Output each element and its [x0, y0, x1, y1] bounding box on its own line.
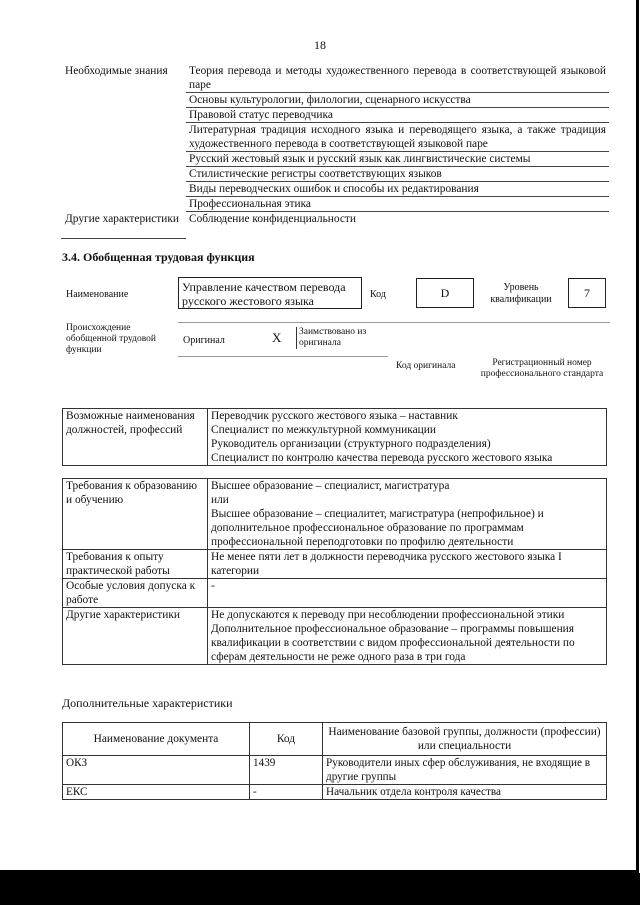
code-cell: - — [250, 785, 323, 800]
req-other-value: Не допускаются к переводу при несоблюдении профессиональной этики Дополнительное профессиональное образование – программы повышения квалификации в соответствии с видом профессиональной деятельности по сферам деятельности не реже одного раза в три года — [208, 608, 607, 665]
knowledge-item: Русский жестовый язык и русский язык как лингвистические системы — [186, 152, 609, 167]
knowledge-table — [61, 64, 609, 239]
borrowed-label: Заимствовано из оригинала — [296, 327, 387, 349]
knowledge-label: Необходимые знания — [65, 65, 168, 77]
code-cell: 1439 — [250, 756, 323, 785]
code-value: D — [416, 278, 474, 308]
additional-table — [62, 722, 607, 800]
name-cell: Руководители иных сфер обслуживания, не входящие в другие группы — [323, 756, 607, 785]
knowledge-item: Профессиональная этика — [186, 197, 609, 212]
code-label: Код — [370, 289, 386, 300]
header-name: Наименование базовой группы, должности (профессии) или специальности — [323, 723, 607, 756]
original-mark: X — [272, 330, 282, 345]
experience-value: Не менее пяти лет в должности переводчика русского жестового языка I категории — [208, 550, 607, 579]
level-label: Уровень квалификации — [490, 282, 552, 305]
doc-cell: ОКЗ — [63, 756, 250, 785]
page-number: 18 — [314, 38, 326, 52]
position-item: Специалист по межкультурной коммуникации — [208, 423, 607, 437]
additional-title: Дополнительные характеристики — [62, 696, 233, 710]
access-value: - — [208, 579, 607, 608]
code-original-label: Код оригинала — [396, 361, 456, 371]
req-other-label: Другие характеристики — [63, 608, 208, 665]
experience-label: Требования к опыту практической работы — [63, 550, 208, 579]
other-characteristics-label: Другие характеристики — [61, 212, 186, 239]
section-title: 3.4. Обобщенная трудовая функция — [62, 250, 255, 264]
header-divider — [178, 322, 610, 323]
origin-label: Происхождение обобщенной трудовой функции — [66, 323, 156, 355]
position-item: Специалист по контролю качества перевода русского жестового языка — [208, 451, 607, 466]
knowledge-item: Основы культурологии, филологии, сценарного искусства — [186, 93, 609, 108]
reg-number-label: Регистрационный номер профессионального стандарта — [480, 358, 604, 379]
name-label: Наименование — [66, 289, 129, 300]
other-characteristics-value: Соблюдение конфиденциальности — [189, 213, 356, 225]
knowledge-item: Виды переводческих ошибок и способы их редактирования — [186, 182, 609, 197]
header-code: Код — [250, 723, 323, 756]
positions-label: Возможные наименования должностей, профессий — [63, 409, 208, 466]
doc-cell: ЕКС — [63, 785, 250, 800]
requirements-table — [62, 478, 607, 665]
header-document: Наименование документа — [63, 723, 250, 756]
original-label: Оригинал — [183, 335, 225, 346]
scan-bottom-band — [0, 873, 640, 905]
knowledge-item: Теория перевода и методы художественного перевода в соответствующей языковой паре — [186, 64, 609, 93]
education-value: Высшее образование – специалист, магистратура или Высшее образование – специалитет, магистратура (непрофильное) и дополнительное профессиональное образование по программам профессиональной переподготовки по профилю деятельности — [208, 479, 607, 550]
knowledge-item: Правовой статус переводчика — [186, 108, 609, 123]
access-label: Особые условия допуска к работе — [63, 579, 208, 608]
education-label: Требования к образованию и обучению — [63, 479, 208, 550]
knowledge-item: Литературная традиция исходного языка и переводящего языка, а также традиция художественного перевода в соответствующей языковой паре — [186, 123, 609, 152]
header-divider — [178, 356, 388, 357]
position-item: Руководитель организации (структурного подразделения) — [208, 437, 607, 451]
name-value: Управление качеством перевода русского жестового языка — [178, 277, 362, 309]
knowledge-item: Стилистические регистры соответствующих языков — [186, 167, 609, 182]
level-value: 7 — [568, 278, 606, 308]
name-cell: Начальник отдела контроля качества — [323, 785, 607, 800]
positions-table — [62, 408, 607, 466]
position-item: Переводчик русского жестового языка – наставник — [208, 409, 607, 424]
